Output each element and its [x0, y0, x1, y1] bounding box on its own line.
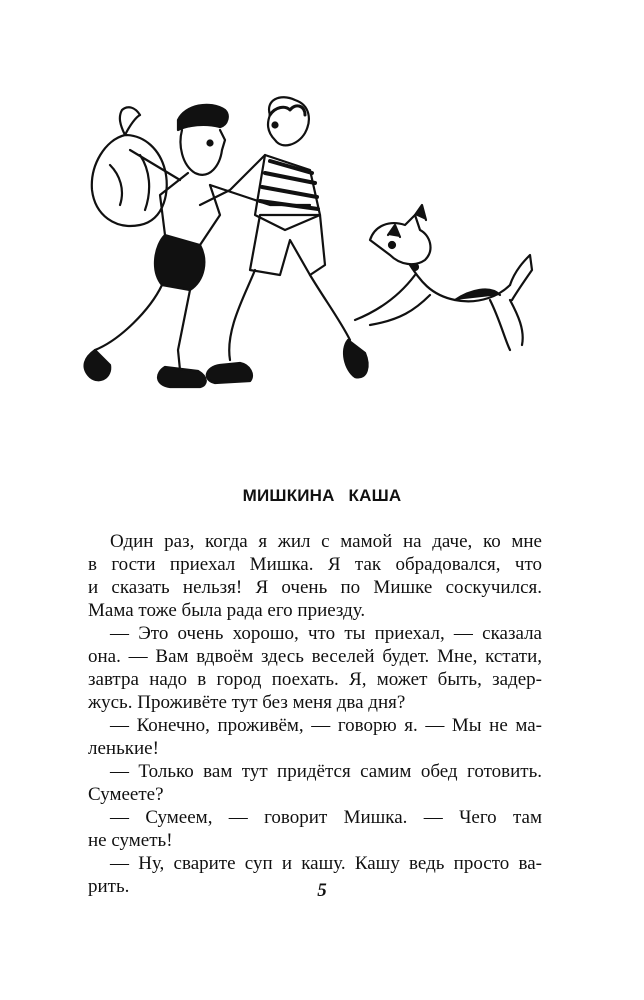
text-line: и сказать нельзя! Я очень по Мишке соскучился. — [88, 577, 542, 598]
chapter-title: МИШКИНА КАША — [242, 486, 402, 505]
text-line: Мама тоже была рада его приезду. — [88, 600, 366, 621]
text-line: рить. — [88, 876, 130, 897]
text-line: — Только вам тут придётся самим обед готовить. — [110, 761, 542, 782]
boy-left-icon — [85, 105, 310, 387]
text-line: завтра надо в город поехать. Я, может быть, задер- — [88, 669, 542, 690]
text-line: Один раз, когда я жил с мамой на даче, ко мне — [110, 531, 542, 552]
text-line: — Ну, сварите суп и кашу. Кашу ведь просто ва- — [110, 853, 542, 874]
text-line: — Конечно, проживём, — говорю я. — Мы не ма- — [110, 715, 542, 736]
page-number: 5 — [317, 880, 327, 901]
text-line: — Сумеем, — говорит Мишка. — Чего там — [110, 807, 542, 828]
text-line: не суметь! — [88, 830, 173, 851]
dog-icon — [355, 205, 532, 350]
text-line: она. — Вам вдвоём здесь веселей будет. Мне, кстати, — [88, 646, 542, 667]
text-line: Сумеете? — [88, 784, 164, 805]
sack-icon — [92, 107, 180, 226]
text-line: — Это очень хорошо, что ты приехал, — сказала — [110, 623, 542, 644]
text-line: в гости приехал Мишка. Я так обрадовался, что — [88, 554, 542, 575]
story-text — [88, 530, 542, 898]
text-line: жусь. Проживёте тут без меня два дня? — [88, 692, 406, 713]
text-line: ленькие! — [88, 738, 159, 759]
boys-hugging-with-dog-illustration — [70, 95, 550, 400]
